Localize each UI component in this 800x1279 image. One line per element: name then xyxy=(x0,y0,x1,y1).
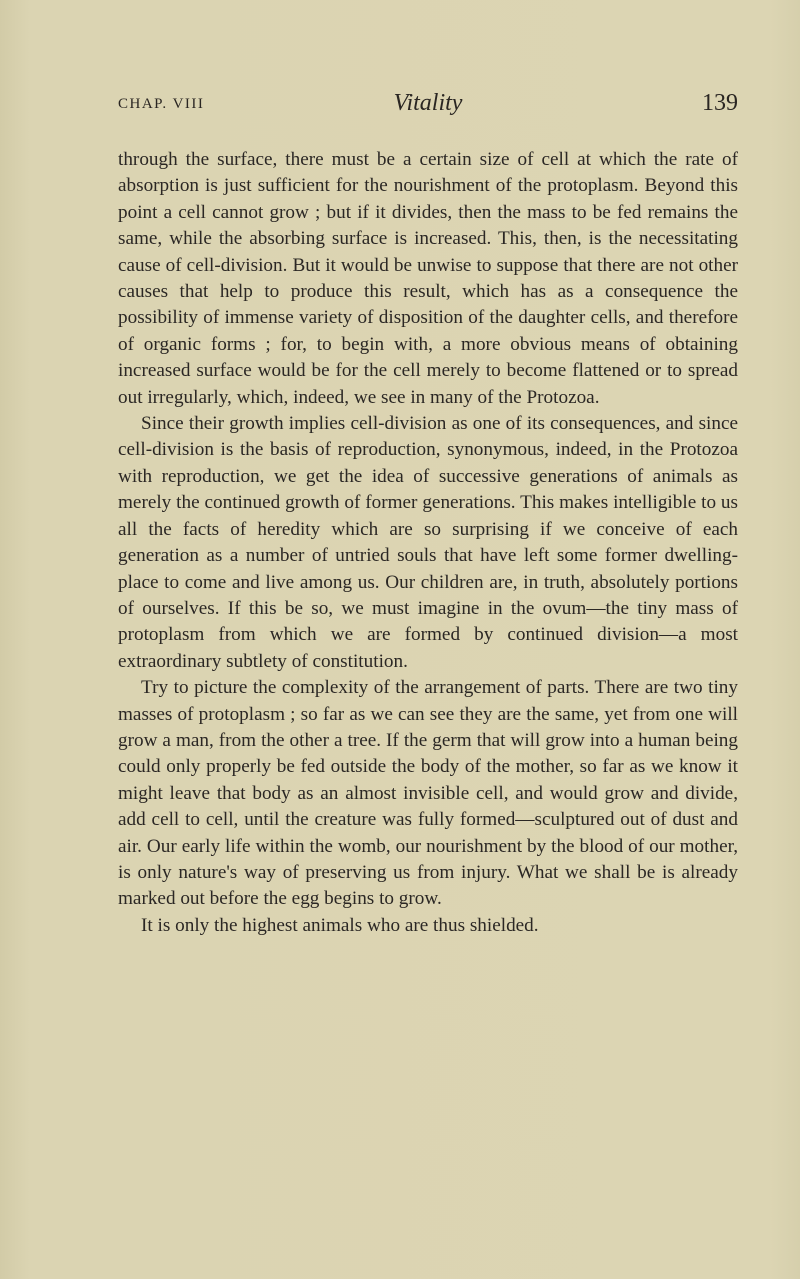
paragraph: It is only the highest animals who are thus shielded. xyxy=(141,914,539,936)
chapter-title: Vitality xyxy=(393,90,463,116)
body-text xyxy=(118,147,738,939)
paragraph: Try to picture the complexity of the arrangement of parts. There are two tiny masses of protoplasm ; so far as we can see they are the same, yet from one will grow a man, from the other a tree. If the germ that will grow into a human being could only properly be fed outside the body of the mother, so far as we know it might leave that body as an almost invisible cell, and would grow and divide, add cell to cell, until the creature was fully formed—sculptured out of dust and air. Our early life within the womb, our nourishment by the blood of our mother, is only nature's way of preserving us from injury. What we shall be is already marked out before the egg begins to grow. xyxy=(118,677,738,910)
page-number: 139 xyxy=(702,90,738,116)
paragraph: through the surface, there must be a certain size of cell at which the rate of absorption is just sufficient for the nourishment of the protoplasm. Beyond this point a cell cannot grow ; but if it divides, then the mass to be fed remains the same, while the absorbing surface is increased. This, then, is the necessitating cause of cell-division. But it would be unwise to suppose that there are not other causes that help to produce this result, which has as a consequence the possibility of immense variety of disposition of the daughter cells, and therefore of organic forms ; for, to begin with, a more obvious means of obtaining increased surface would be for the cell merely to become flattened or to spread out irregularly, which, indeed, we see in many of the Protozoa. xyxy=(118,149,738,408)
paragraph: Since their growth implies cell-division as one of its consequences, and since cell-division is the basis of reproduction, synonymous, indeed, in the Protozoa with reproduction, we get the idea of successive generations of animals as merely the continued growth of former generations. This makes intelligible to us all the facts of heredity which are so surprising if we conceive of each generation as a number of untried souls that have left some former dwelling-place to come and live among us. Our children are, in truth, absolutely portions of ourselves. If this be so, we must imagine in the ovum—the tiny mass of protoplasm from which we are formed by continued division—a most extraordinary subtlety of constitution. xyxy=(118,413,738,672)
chapter-label: CHAP. VIII xyxy=(118,96,205,112)
running-header xyxy=(118,90,738,124)
